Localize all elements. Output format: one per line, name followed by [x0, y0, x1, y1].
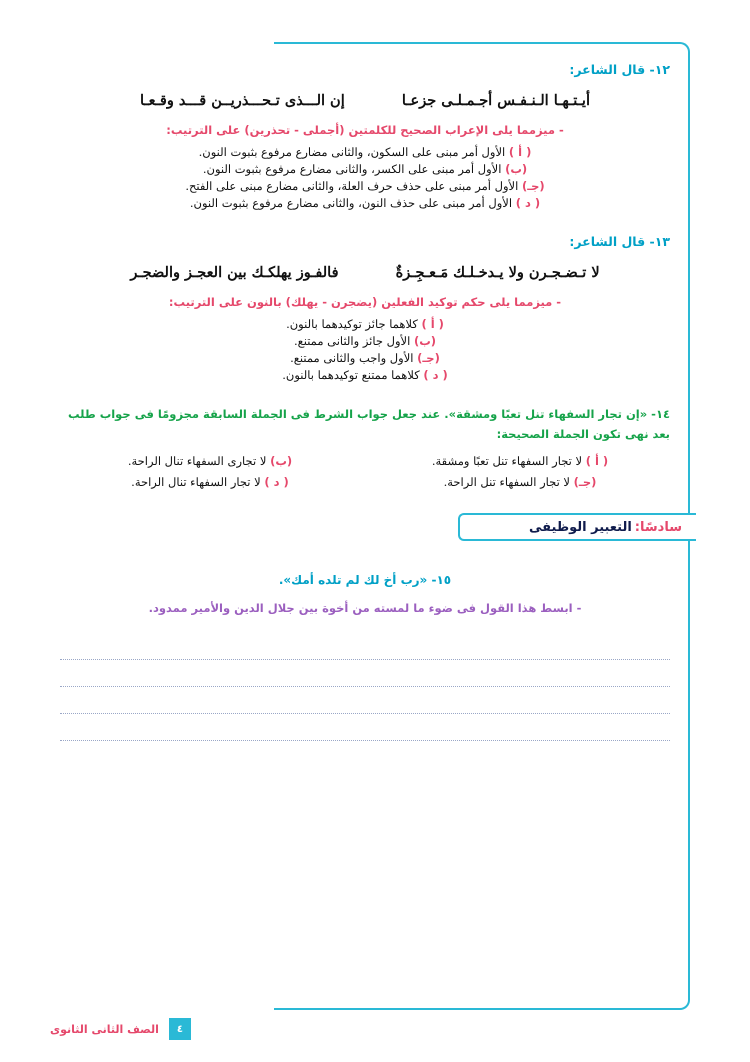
option-text: الأول أمر مبنى على حذف النون، والثانى مضارع مرفوع بثبوت النون.: [189, 196, 513, 210]
option-item[interactable]: [60, 351, 670, 365]
option-label: (جـ): [417, 351, 440, 365]
answer-line[interactable]: [60, 660, 670, 687]
question-12-verse: [60, 92, 670, 109]
option-item[interactable]: [60, 179, 670, 193]
option-label: (جـ): [521, 179, 545, 193]
question-14-options: [60, 454, 670, 489]
frame-mask-top: [34, 34, 274, 52]
footer-label: الصف الثانى الثانوى: [50, 1022, 159, 1036]
question-15-prompt: - ابسط هذا القول فى ضوء ما لمسته من أخوة بين جلال الدين والأمير ممدود.: [148, 601, 582, 616]
question-12-instruction: - ميزمما يلى الإعراب الصحيح للكلمتين (أجملى - تحذرين) على الترتيب:: [166, 123, 564, 137]
option-text: الأول أمر مبنى على السكون، والثانى مضارع مرفوع بثبوت النون.: [198, 145, 506, 159]
option-item[interactable]: [60, 368, 670, 382]
question-13-verse: [60, 264, 670, 281]
option-item[interactable]: [370, 454, 670, 468]
question-block-12: [60, 60, 670, 210]
option-text: كلاهما جائز توكيدهما بالنون.: [286, 317, 418, 331]
question-15-heading: ١٥- «رب أخ لك لم تلده أمك».: [278, 573, 452, 588]
question-13-heading: ١٣- قال الشاعر:: [569, 234, 670, 249]
option-label: (جـ): [573, 475, 597, 490]
answer-line[interactable]: [60, 714, 670, 741]
question-block-15: [60, 573, 670, 741]
option-label: ( د ): [423, 368, 448, 382]
verse-hemistich-right: أيـتـهـا الـنـفـس أجـمـلـى جزعـا: [401, 92, 590, 109]
footer-bar: [40, 1018, 191, 1040]
option-item[interactable]: [60, 475, 360, 489]
verse-hemistich-right: لا تـضـجـرن ولا يـدخـلـك مَـعـجِـزةٌ: [395, 264, 600, 281]
option-text: الأول أمر مبنى على الكسر، والثانى مضارع مرفوع بثبوت النون.: [202, 162, 502, 176]
section-banner: [458, 513, 696, 541]
option-text: الأول واجب والثانى ممتنع.: [290, 351, 414, 365]
question-13-options: [60, 317, 670, 382]
option-item[interactable]: [60, 196, 670, 210]
question-block-14: [60, 404, 670, 489]
option-label: ( د ): [264, 475, 289, 490]
option-text: الأول أمر مبنى على حذف حرف العلة، والثانى مضارع مبنى على الفتح.: [185, 179, 519, 193]
option-text: كلاهما ممتنع توكيدهما بالنون.: [282, 368, 420, 382]
option-text: لا تجار السفهاء تنل تعبًا ومشقة.: [431, 454, 583, 469]
page-footer: [0, 1016, 750, 1040]
option-item[interactable]: [370, 475, 670, 489]
answer-lines: [60, 633, 670, 741]
option-label: (ب): [270, 454, 293, 469]
option-item[interactable]: [60, 334, 670, 348]
section-title: التعبير الوظيفى: [529, 519, 632, 535]
option-text: الأول جائز والثانى ممتنع.: [293, 334, 411, 348]
option-label: (ب): [413, 334, 437, 348]
option-item[interactable]: [60, 454, 360, 468]
option-item[interactable]: [60, 317, 670, 331]
question-12-heading: ١٢- قال الشاعر:: [569, 62, 670, 77]
section-ordinal: سادسًا:: [634, 519, 682, 535]
verse-hemistich-left: فالفـوز يهلكـك بين العجـز والضجـر: [130, 264, 339, 281]
option-text: لا تجار السفهاء تنال الراحة.: [131, 475, 261, 490]
question-13-instruction: - ميزمما يلى حكم توكيد الفعلين (يضجرن - يهلك) بالنون على الترتيب:: [168, 295, 562, 309]
page-content: [60, 60, 682, 741]
option-label: (ب): [505, 162, 528, 176]
option-text: لا تجارى السفهاء تنال الراحة.: [127, 454, 267, 469]
option-label: ( د ): [515, 196, 541, 210]
answer-line[interactable]: [60, 687, 670, 714]
verse-hemistich-left: إن الـــذى تـحـــذريــن قـــد وقـعـا: [140, 92, 345, 109]
question-12-options: [60, 145, 670, 210]
option-text: لا تجار السفهاء تنل الراحة.: [443, 475, 570, 490]
question-14-text: ١٤- «إن تجار السفهاء تنل تعبًا ومشقة». عند جعل جواب الشرط فى الجملة السابقة مجزومًا فى جواب طلب بعد نهى تكون الجملة الصحيحة:: [67, 407, 670, 442]
question-block-13: [60, 232, 670, 382]
option-label: ( أ ): [585, 454, 609, 469]
answer-line[interactable]: [60, 633, 670, 660]
option-item[interactable]: [60, 162, 670, 176]
page-number: ٤: [169, 1018, 191, 1040]
section-banner-wrap: [60, 513, 682, 543]
option-item[interactable]: [60, 145, 670, 159]
option-label: ( أ ): [421, 317, 444, 331]
option-label: ( أ ): [508, 145, 532, 159]
